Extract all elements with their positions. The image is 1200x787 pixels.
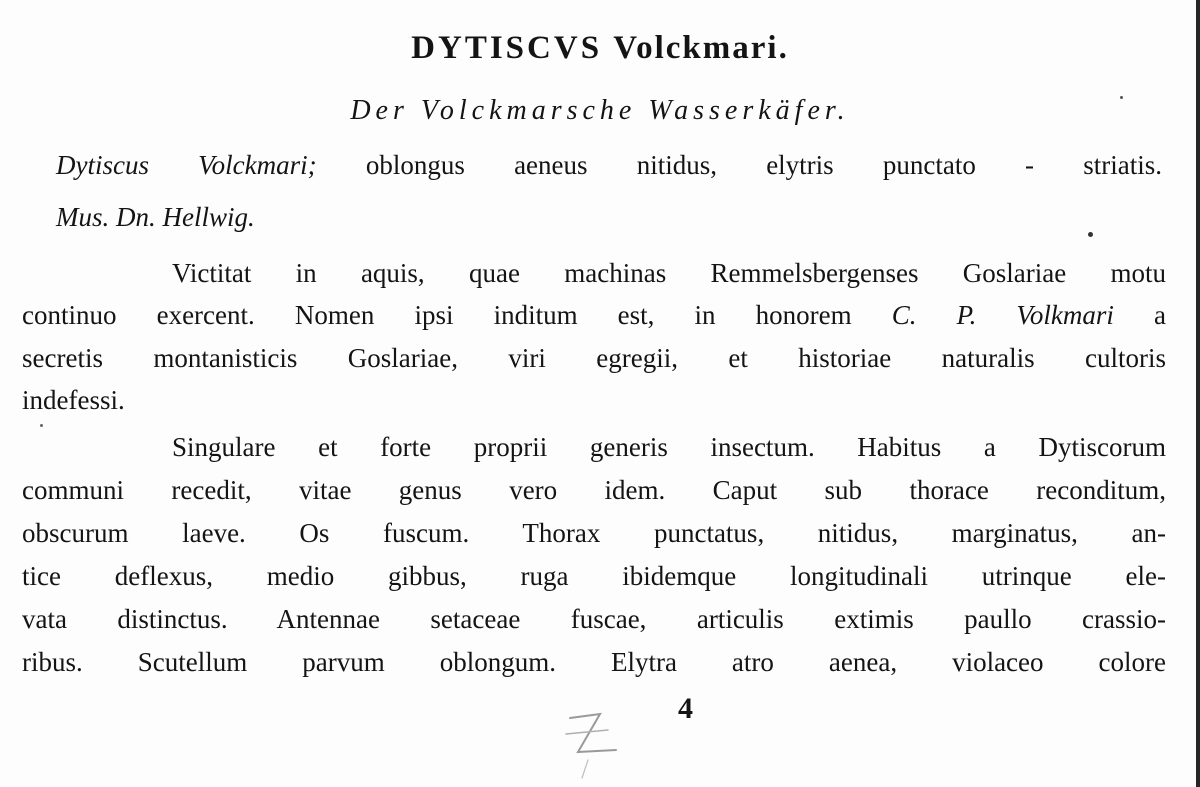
heading-genus: DYTISCVS xyxy=(411,30,603,66)
heading-species: Volckmari. xyxy=(613,30,789,66)
ink-speck xyxy=(1088,232,1093,237)
paragraph1-line4: indefessi. xyxy=(22,385,125,415)
paragraph2-line3: obscurum laeve. Os fuscum. Thorax punctatus, nitidus, marginatus, an- xyxy=(22,518,1166,548)
paragraph2-line2: communi recedit, vitae genus vero idem. Caput sub thorace reconditum, xyxy=(22,475,1166,505)
paragraph2-line1: Singulare et forte proprii generis insectum. Habitus a Dytiscorum xyxy=(172,432,1166,462)
pencil-annotation-mark xyxy=(548,700,638,780)
page-number: 4 xyxy=(678,692,693,725)
museum-reference: Mus. Dn. Hellwig. xyxy=(56,202,255,232)
paragraph1-line2-start: continuo exercent. Nomen ipsi inditum est, in honorem xyxy=(22,300,852,330)
ink-speck xyxy=(1120,96,1123,99)
diagnosis-line xyxy=(56,148,1162,182)
diagnosis-species-name: Dytiscus Volckmari; xyxy=(56,150,317,180)
paragraph1-line2 xyxy=(22,298,1166,332)
paragraph2-line5: vata distinctus. Antennae setaceae fuscae, articulis extimis paullo crassio- xyxy=(22,604,1166,634)
paragraph1-line1: Victitat in aquis, quae machinas Remmelsbergenses Goslariae motu xyxy=(172,258,1166,288)
paragraph1-honoree-name: C. P. Volkmari xyxy=(891,300,1114,330)
ink-speck xyxy=(40,424,43,427)
paragraph1-line2-end: a xyxy=(1154,300,1167,330)
diagnosis-text: oblongus aeneus nitidus, elytris punctato - striatis. xyxy=(365,150,1162,180)
species-heading xyxy=(0,30,1200,67)
german-subheading: Der Volckmarsche Wasserkäfer. xyxy=(350,95,850,126)
paragraph2-line6: ribus. Scutellum parvum oblongum. Elytra atro aenea, violaceo colore xyxy=(22,647,1166,677)
paragraph1-line3: secretis montanisticis Goslariae, viri egregii, et historiae naturalis cultoris xyxy=(22,343,1166,373)
paragraph2-line4: tice deflexus, medio gibbus, ruga ibidemque longitudinali utrinque ele- xyxy=(22,561,1166,591)
